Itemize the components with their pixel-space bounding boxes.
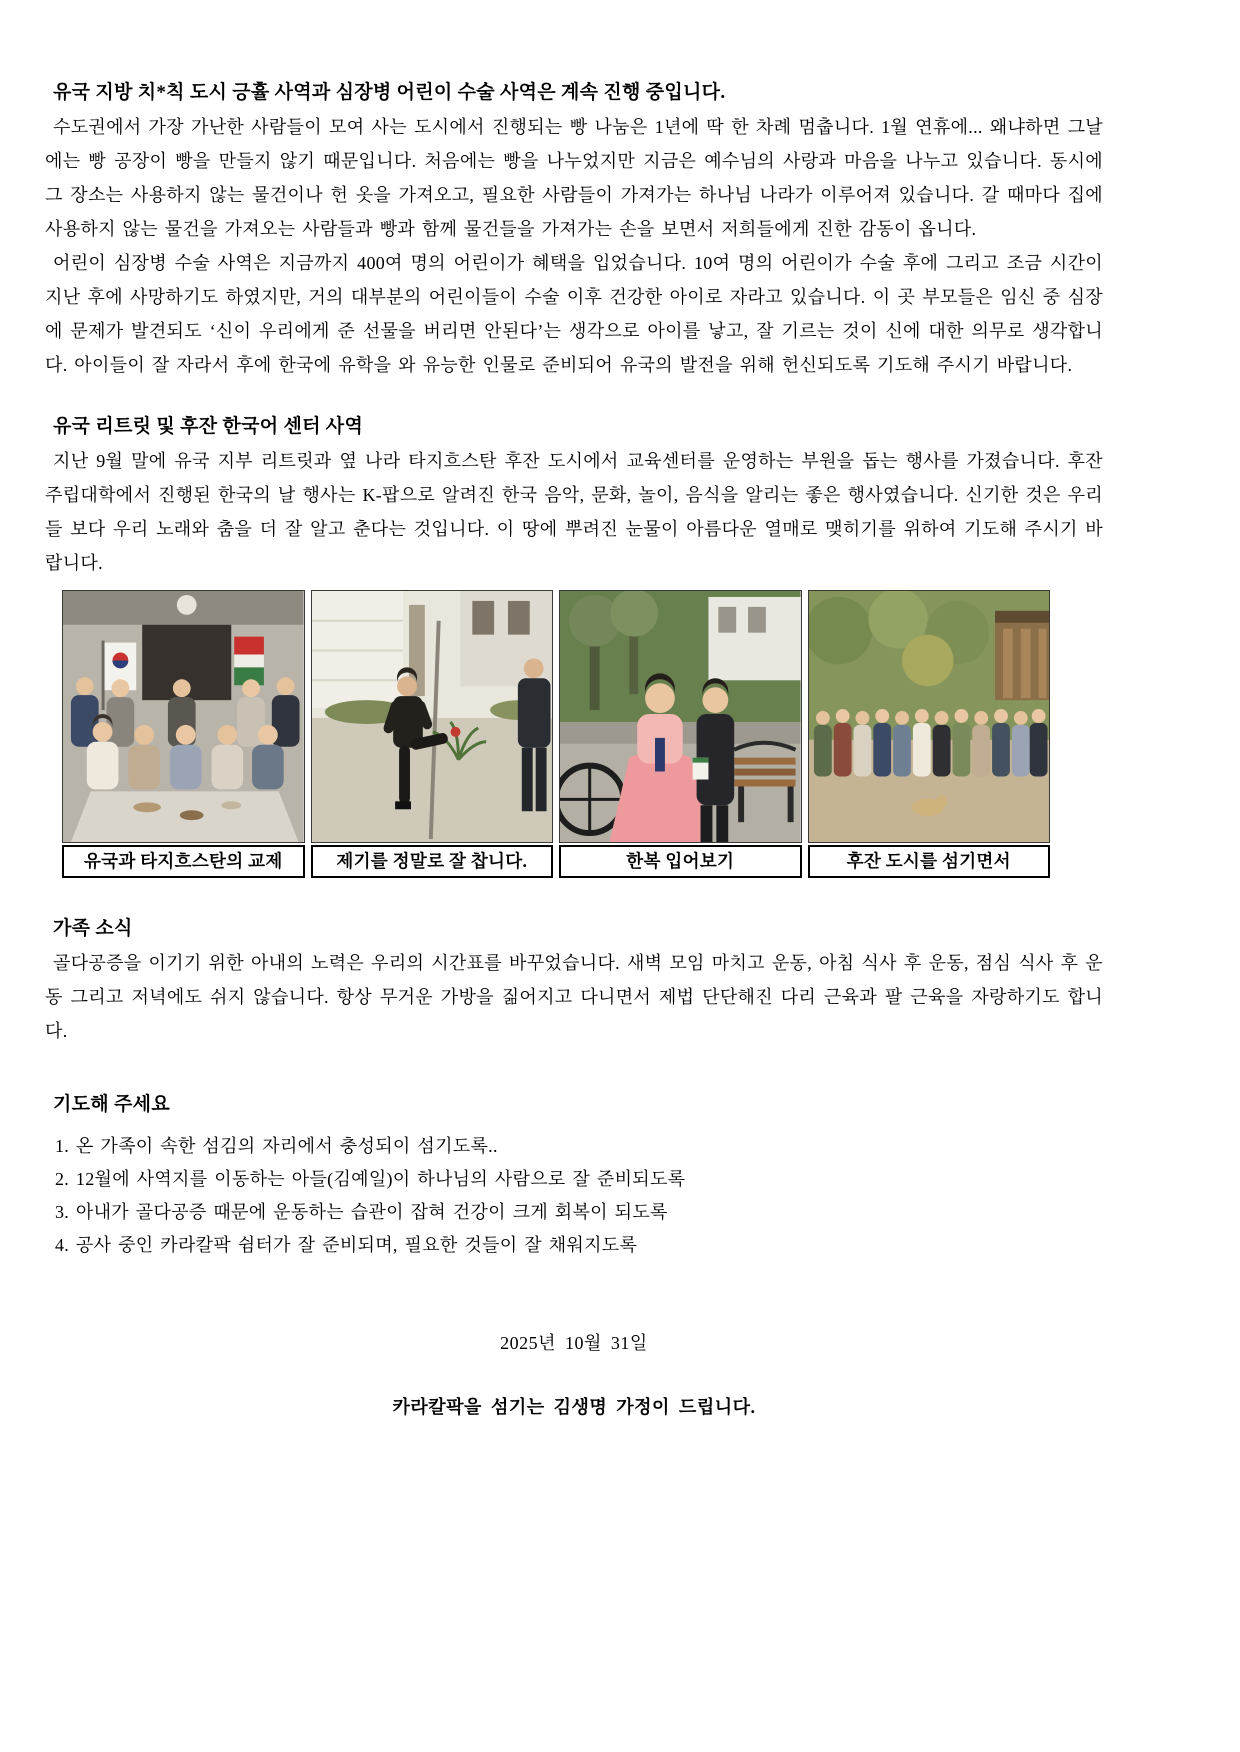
section1-paragraph-2: 어린이 심장병 수술 사역은 지금까지 400여 명의 어린이가 혜택을 입었습니다. 10여 명의 어린이가 수술 후에 그리고 조금 시간이 지난 후에 사망하기도 하였지만, 거의 대부분의 어린이들이 수술 이후 건강한 아이로 자라고 있습니다. 이 곳 부모들은 임신 중 심장에 문제가 발견되도 ‘신이 우리에게 준 선물을 버리면 안된다’는 생각으로 아이를 낳고, 잘 기르는 것이 신에 대한 의무로 생각합니다. 아이들이 잘 자라서 후에 한국에 유학을 와 유능한 인물로 준비되어 유국의 발전을 위해 헌신되도록 기도해 주시기 바랍니다. [45,253,1103,375]
photo-1-caption: 유국과 타지흐스탄의 교제 [62,845,305,878]
photo-table [62,590,1050,878]
photo-column-3 [559,590,802,878]
photo-2-illustration [312,591,553,842]
prayer-item-2: 2. 12월에 사역지를 이동하는 아들(김예일)이 하나님의 사람으로 잘 준비되도록 [55,1169,686,1189]
section3-heading: 가족 소식 [53,918,133,939]
wooden-structure [995,611,1049,700]
newsletter-content [45,76,1103,1424]
photo-3-caption: 한복 입어보기 [559,845,802,878]
photo-column-4 [808,590,1051,878]
section1-paragraph-1: 수도권에서 가장 가난한 사람들이 모여 사는 도시에서 진행되는 빵 나눔은 1년에 딱 한 차례 멈춥니다. 1월 연휴에... 왜냐하면 그날에는 빵 공장이 빵을 만들지 않기 때문입니다. 처음에는 빵을 나누었지만 지금은 예수님의 사랑과 마음을 나누고 있습니다. 동시에 그 장소는 사용하지 않는 물건이나 헌 옷을 가져오고, 필요한 사람들이 가져가는 하나님 나라가 이루어져 있습니다. 갈 때마다 집에 사용하지 않는 물건을 가져오는 사람들과 빵과 함께 물건들을 가져가는 손을 보면서 저희들에게 진한 감동이 옵니다. [45,117,1104,239]
letter-closing: 카라칼팍을 섬기는 김생명 가정이 드립니다. [392,1397,756,1417]
photo-outdoor-group [808,590,1051,843]
photo-1-illustration [63,591,304,842]
photo-4-illustration [809,591,1050,842]
prayer-item-1: 1. 온 가족이 속한 섬김의 자리에서 충성되이 섬기도록.. [55,1136,498,1156]
section1-heading: 유국 지방 치*칙 도시 긍휼 사역과 심장병 어린이 수술 사역은 계속 진행 중입니다. [53,82,726,103]
photo-indoor-group-with-flags [62,590,305,843]
letter-date: 2025년 10월 31일 [500,1333,648,1353]
photo-hanbok-fitting [559,590,802,843]
photo-2-caption: 제기를 정말로 잘 찹니다. [311,845,554,878]
prayer-item-4: 4. 공사 중인 카라칼팍 쉼터가 잘 준비되며, 필요한 것들이 잘 채워지도록 [55,1235,638,1255]
prayer-list [45,1130,1103,1262]
section3-paragraph-1: 골다공증을 이기기 위한 아내의 노력은 우리의 시간표를 바꾸었습니다. 새벽 모임 마치고 운동, 아침 식사 후 운동, 점심 식사 후 운동 그리고 저녁에도 쉬지 않습니다. 항상 무거운 가방을 짊어지고 다니면서 제법 단단해진 다리 근육과 팔 근육을 자랑하기도 합니다. [45,953,1103,1041]
prayer-item-3: 3. 아내가 골다공증 때문에 운동하는 습관이 잡혀 건강이 크게 회복이 되도록 [55,1202,668,1222]
section2-heading: 유국 리트릿 및 후잔 한국어 센터 사역 [53,416,364,437]
photo-jegi-kicking [311,590,554,843]
photo-4-caption: 후잔 도시를 섬기면서 [808,845,1051,878]
section2-paragraph-1: 지난 9월 말에 유국 지부 리트릿과 옆 나라 타지흐스탄 후잔 도시에서 교육센터를 운영하는 부원을 돕는 행사를 가졌습니다. 후잔 주립대학에서 진행된 한국의 날 행사는 K-팝으로 알려진 한국 음악, 문화, 놀이, 음식을 알리는 좋은 행사였습니다. 신기한 것은 우리들 보다 우리 노래와 춤을 더 잘 알고 춘다는 것입니다. 이 땅에 뿌려진 눈물이 아름다운 열매로 맺히기를 위하여 기도해 주시기 바랍니다. [45,451,1103,573]
photo-column-1 [62,590,305,878]
photo-3-illustration [560,591,801,842]
section4-heading: 기도해 주세요 [53,1094,170,1115]
photo-column-2 [311,590,554,878]
